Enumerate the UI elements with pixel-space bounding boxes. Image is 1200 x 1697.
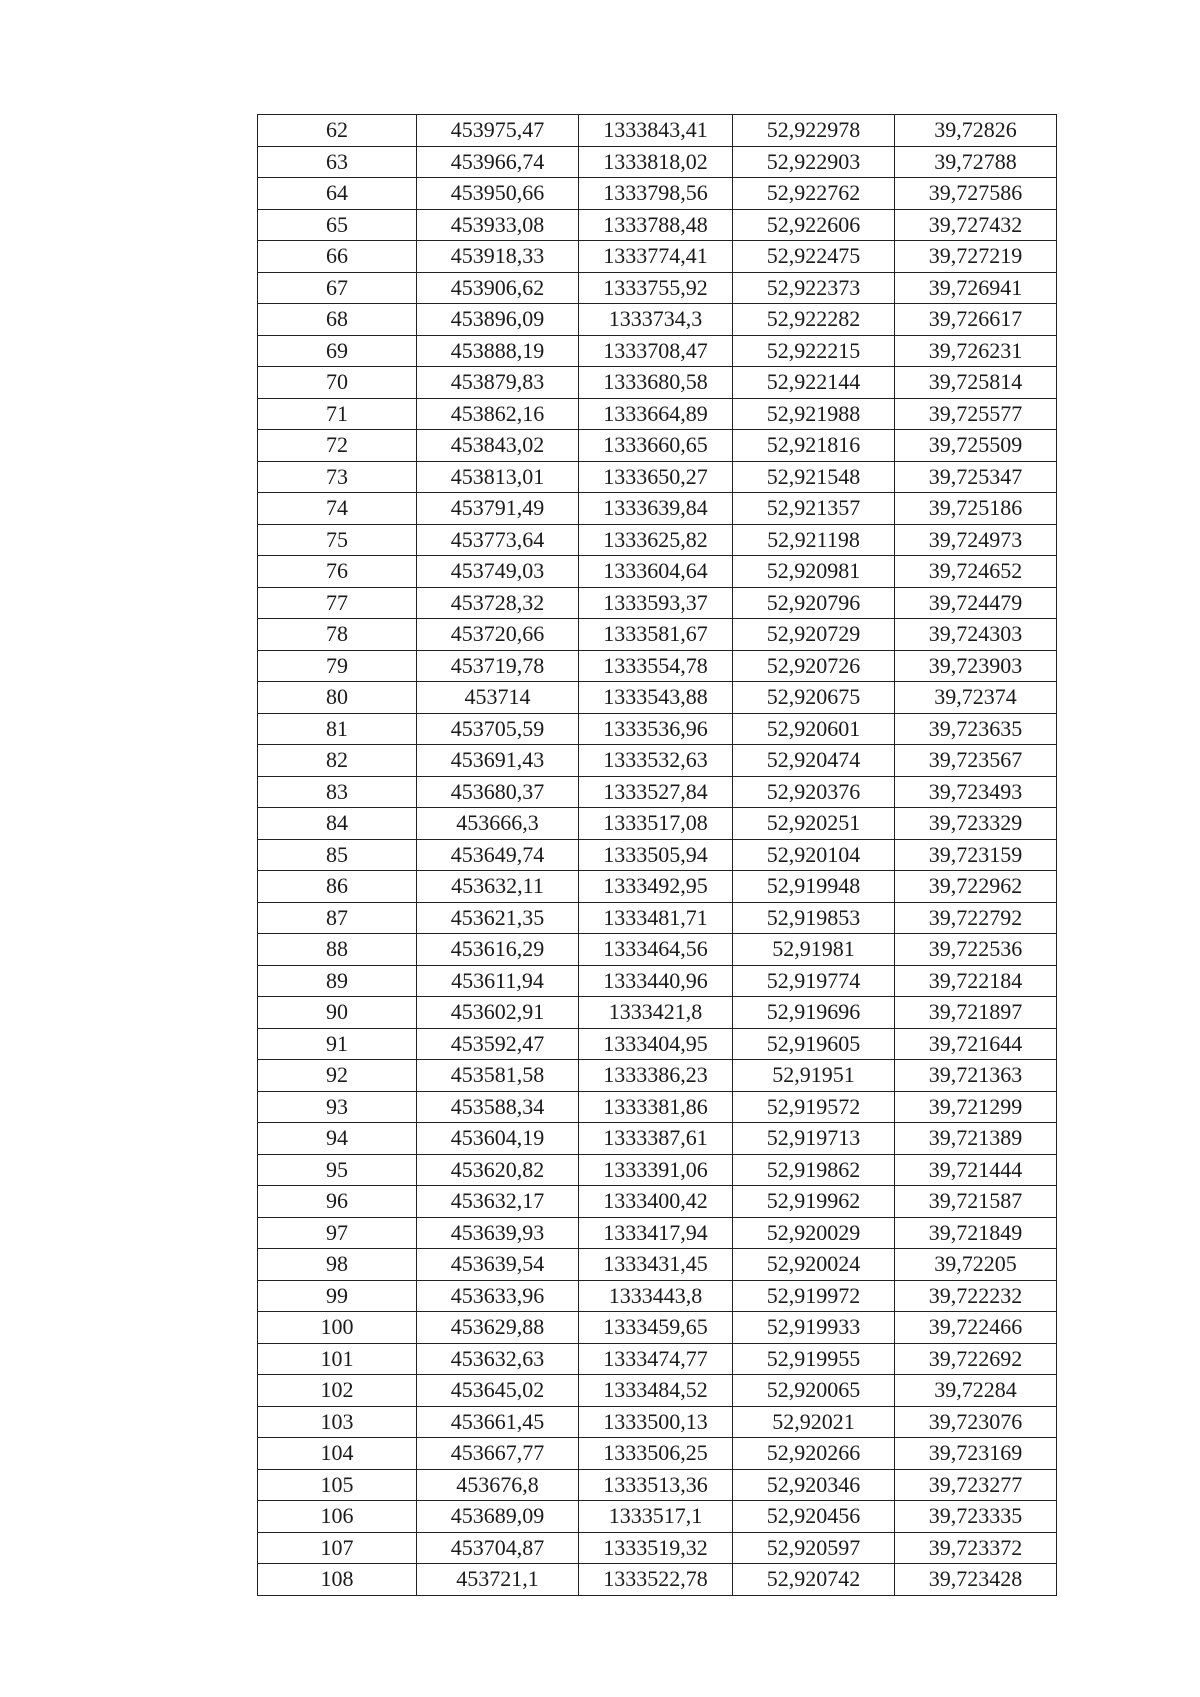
- table-row: [258, 1343, 1057, 1375]
- table-row: [258, 1280, 1057, 1312]
- longitude-cell: 39,723567: [895, 745, 1057, 777]
- y-coordinate-cell: 1333513,36: [579, 1469, 733, 1501]
- y-coordinate-cell: 1333474,77: [579, 1343, 733, 1375]
- longitude-cell: 39,723076: [895, 1406, 1057, 1438]
- table-row: [258, 209, 1057, 241]
- x-coordinate-cell: 453966,74: [417, 146, 579, 178]
- longitude-cell: 39,72826: [895, 115, 1057, 147]
- latitude-cell: 52,921988: [733, 398, 895, 430]
- table-row: [258, 1312, 1057, 1344]
- table-row: [258, 902, 1057, 934]
- point-number-cell: 103: [258, 1406, 417, 1438]
- y-coordinate-cell: 1333774,41: [579, 241, 733, 273]
- latitude-cell: 52,920376: [733, 776, 895, 808]
- y-coordinate-cell: 1333660,65: [579, 430, 733, 462]
- table-row: [258, 1091, 1057, 1123]
- table-row: [258, 587, 1057, 619]
- table-row: [258, 650, 1057, 682]
- table-row: [258, 1564, 1057, 1596]
- table-row: [258, 461, 1057, 493]
- latitude-cell: 52,919605: [733, 1028, 895, 1060]
- point-number-cell: 87: [258, 902, 417, 934]
- x-coordinate-cell: 453719,78: [417, 650, 579, 682]
- table-row: [258, 1438, 1057, 1470]
- latitude-cell: 52,922373: [733, 272, 895, 304]
- longitude-cell: 39,722184: [895, 965, 1057, 997]
- latitude-cell: 52,920024: [733, 1249, 895, 1281]
- y-coordinate-cell: 1333517,08: [579, 808, 733, 840]
- y-coordinate-cell: 1333517,1: [579, 1501, 733, 1533]
- x-coordinate-cell: 453813,01: [417, 461, 579, 493]
- point-number-cell: 79: [258, 650, 417, 682]
- latitude-cell: 52,920675: [733, 682, 895, 714]
- longitude-cell: 39,726941: [895, 272, 1057, 304]
- longitude-cell: 39,72284: [895, 1375, 1057, 1407]
- point-number-cell: 108: [258, 1564, 417, 1596]
- table-row: [258, 1217, 1057, 1249]
- point-number-cell: 64: [258, 178, 417, 210]
- longitude-cell: 39,721587: [895, 1186, 1057, 1218]
- table-row: [258, 1375, 1057, 1407]
- longitude-cell: 39,723329: [895, 808, 1057, 840]
- y-coordinate-cell: 1333500,13: [579, 1406, 733, 1438]
- latitude-cell: 52,919948: [733, 871, 895, 903]
- latitude-cell: 52,922762: [733, 178, 895, 210]
- table-row: [258, 398, 1057, 430]
- latitude-cell: 52,920726: [733, 650, 895, 682]
- x-coordinate-cell: 453633,96: [417, 1280, 579, 1312]
- point-number-cell: 105: [258, 1469, 417, 1501]
- point-number-cell: 97: [258, 1217, 417, 1249]
- latitude-cell: 52,919696: [733, 997, 895, 1029]
- longitude-cell: 39,723169: [895, 1438, 1057, 1470]
- point-number-cell: 67: [258, 272, 417, 304]
- longitude-cell: 39,727432: [895, 209, 1057, 241]
- longitude-cell: 39,722692: [895, 1343, 1057, 1375]
- latitude-cell: 52,91981: [733, 934, 895, 966]
- longitude-cell: 39,724652: [895, 556, 1057, 588]
- x-coordinate-cell: 453661,45: [417, 1406, 579, 1438]
- y-coordinate-cell: 1333543,88: [579, 682, 733, 714]
- point-number-cell: 74: [258, 493, 417, 525]
- table-row: [258, 1123, 1057, 1155]
- table-row: [258, 1028, 1057, 1060]
- x-coordinate-cell: 453714: [417, 682, 579, 714]
- x-coordinate-cell: 453620,82: [417, 1154, 579, 1186]
- x-coordinate-cell: 453621,35: [417, 902, 579, 934]
- y-coordinate-cell: 1333798,56: [579, 178, 733, 210]
- latitude-cell: 52,920474: [733, 745, 895, 777]
- coordinates-table: [257, 114, 1057, 1596]
- latitude-cell: 52,920742: [733, 1564, 895, 1596]
- latitude-cell: 52,921548: [733, 461, 895, 493]
- longitude-cell: 39,723277: [895, 1469, 1057, 1501]
- longitude-cell: 39,72205: [895, 1249, 1057, 1281]
- table-row: [258, 1060, 1057, 1092]
- latitude-cell: 52,920104: [733, 839, 895, 871]
- latitude-cell: 52,920796: [733, 587, 895, 619]
- longitude-cell: 39,726617: [895, 304, 1057, 336]
- y-coordinate-cell: 1333505,94: [579, 839, 733, 871]
- longitude-cell: 39,725186: [895, 493, 1057, 525]
- latitude-cell: 52,919713: [733, 1123, 895, 1155]
- point-number-cell: 65: [258, 209, 417, 241]
- latitude-cell: 52,920029: [733, 1217, 895, 1249]
- longitude-cell: 39,723335: [895, 1501, 1057, 1533]
- table-row: [258, 115, 1057, 147]
- table-row: [258, 430, 1057, 462]
- x-coordinate-cell: 453649,74: [417, 839, 579, 871]
- y-coordinate-cell: 1333481,71: [579, 902, 733, 934]
- longitude-cell: 39,721849: [895, 1217, 1057, 1249]
- table-row: [258, 682, 1057, 714]
- latitude-cell: 52,922475: [733, 241, 895, 273]
- y-coordinate-cell: 1333755,92: [579, 272, 733, 304]
- point-number-cell: 102: [258, 1375, 417, 1407]
- x-coordinate-cell: 453728,32: [417, 587, 579, 619]
- latitude-cell: 52,919572: [733, 1091, 895, 1123]
- table-row: [258, 839, 1057, 871]
- table-row: [258, 272, 1057, 304]
- point-number-cell: 94: [258, 1123, 417, 1155]
- latitude-cell: 52,919933: [733, 1312, 895, 1344]
- x-coordinate-cell: 453581,58: [417, 1060, 579, 1092]
- point-number-cell: 82: [258, 745, 417, 777]
- latitude-cell: 52,922144: [733, 367, 895, 399]
- point-number-cell: 100: [258, 1312, 417, 1344]
- x-coordinate-cell: 453689,09: [417, 1501, 579, 1533]
- point-number-cell: 98: [258, 1249, 417, 1281]
- point-number-cell: 88: [258, 934, 417, 966]
- y-coordinate-cell: 1333400,42: [579, 1186, 733, 1218]
- point-number-cell: 99: [258, 1280, 417, 1312]
- y-coordinate-cell: 1333604,64: [579, 556, 733, 588]
- table-row: [258, 745, 1057, 777]
- longitude-cell: 39,723428: [895, 1564, 1057, 1596]
- y-coordinate-cell: 1333440,96: [579, 965, 733, 997]
- x-coordinate-cell: 453616,29: [417, 934, 579, 966]
- table-row: [258, 808, 1057, 840]
- point-number-cell: 86: [258, 871, 417, 903]
- latitude-cell: 52,922215: [733, 335, 895, 367]
- x-coordinate-cell: 453704,87: [417, 1532, 579, 1564]
- y-coordinate-cell: 1333734,3: [579, 304, 733, 336]
- point-number-cell: 70: [258, 367, 417, 399]
- latitude-cell: 52,920456: [733, 1501, 895, 1533]
- point-number-cell: 75: [258, 524, 417, 556]
- y-coordinate-cell: 1333417,94: [579, 1217, 733, 1249]
- x-coordinate-cell: 453918,33: [417, 241, 579, 273]
- point-number-cell: 92: [258, 1060, 417, 1092]
- point-number-cell: 73: [258, 461, 417, 493]
- table-row: [258, 713, 1057, 745]
- longitude-cell: 39,723372: [895, 1532, 1057, 1564]
- x-coordinate-cell: 453721,1: [417, 1564, 579, 1596]
- longitude-cell: 39,721897: [895, 997, 1057, 1029]
- point-number-cell: 80: [258, 682, 417, 714]
- longitude-cell: 39,725577: [895, 398, 1057, 430]
- y-coordinate-cell: 1333680,58: [579, 367, 733, 399]
- latitude-cell: 52,920597: [733, 1532, 895, 1564]
- latitude-cell: 52,922606: [733, 209, 895, 241]
- x-coordinate-cell: 453592,47: [417, 1028, 579, 1060]
- y-coordinate-cell: 1333484,52: [579, 1375, 733, 1407]
- x-coordinate-cell: 453975,47: [417, 115, 579, 147]
- latitude-cell: 52,92021: [733, 1406, 895, 1438]
- longitude-cell: 39,723903: [895, 650, 1057, 682]
- coordinates-table-body: [258, 115, 1057, 1596]
- x-coordinate-cell: 453896,09: [417, 304, 579, 336]
- table-row: [258, 241, 1057, 273]
- point-number-cell: 107: [258, 1532, 417, 1564]
- x-coordinate-cell: 453680,37: [417, 776, 579, 808]
- x-coordinate-cell: 453950,66: [417, 178, 579, 210]
- point-number-cell: 96: [258, 1186, 417, 1218]
- point-number-cell: 63: [258, 146, 417, 178]
- point-number-cell: 66: [258, 241, 417, 273]
- longitude-cell: 39,725509: [895, 430, 1057, 462]
- table-row: [258, 1186, 1057, 1218]
- y-coordinate-cell: 1333581,67: [579, 619, 733, 651]
- y-coordinate-cell: 1333639,84: [579, 493, 733, 525]
- latitude-cell: 52,922903: [733, 146, 895, 178]
- latitude-cell: 52,920729: [733, 619, 895, 651]
- x-coordinate-cell: 453676,8: [417, 1469, 579, 1501]
- y-coordinate-cell: 1333431,45: [579, 1249, 733, 1281]
- y-coordinate-cell: 1333459,65: [579, 1312, 733, 1344]
- point-number-cell: 95: [258, 1154, 417, 1186]
- longitude-cell: 39,722466: [895, 1312, 1057, 1344]
- y-coordinate-cell: 1333625,82: [579, 524, 733, 556]
- table-row: [258, 1406, 1057, 1438]
- longitude-cell: 39,724479: [895, 587, 1057, 619]
- latitude-cell: 52,921198: [733, 524, 895, 556]
- x-coordinate-cell: 453667,77: [417, 1438, 579, 1470]
- table-row: [258, 178, 1057, 210]
- table-row: [258, 1249, 1057, 1281]
- y-coordinate-cell: 1333532,63: [579, 745, 733, 777]
- latitude-cell: 52,919972: [733, 1280, 895, 1312]
- y-coordinate-cell: 1333843,41: [579, 115, 733, 147]
- x-coordinate-cell: 453611,94: [417, 965, 579, 997]
- x-coordinate-cell: 453879,83: [417, 367, 579, 399]
- x-coordinate-cell: 453645,02: [417, 1375, 579, 1407]
- x-coordinate-cell: 453843,02: [417, 430, 579, 462]
- y-coordinate-cell: 1333421,8: [579, 997, 733, 1029]
- table-row: [258, 1469, 1057, 1501]
- longitude-cell: 39,722232: [895, 1280, 1057, 1312]
- x-coordinate-cell: 453720,66: [417, 619, 579, 651]
- longitude-cell: 39,725347: [895, 461, 1057, 493]
- point-number-cell: 68: [258, 304, 417, 336]
- longitude-cell: 39,725814: [895, 367, 1057, 399]
- x-coordinate-cell: 453632,17: [417, 1186, 579, 1218]
- y-coordinate-cell: 1333536,96: [579, 713, 733, 745]
- longitude-cell: 39,721444: [895, 1154, 1057, 1186]
- x-coordinate-cell: 453933,08: [417, 209, 579, 241]
- table-row: [258, 146, 1057, 178]
- point-number-cell: 84: [258, 808, 417, 840]
- latitude-cell: 52,922978: [733, 115, 895, 147]
- x-coordinate-cell: 453862,16: [417, 398, 579, 430]
- latitude-cell: 52,919955: [733, 1343, 895, 1375]
- longitude-cell: 39,723635: [895, 713, 1057, 745]
- latitude-cell: 52,920346: [733, 1469, 895, 1501]
- y-coordinate-cell: 1333387,61: [579, 1123, 733, 1155]
- y-coordinate-cell: 1333818,02: [579, 146, 733, 178]
- latitude-cell: 52,920251: [733, 808, 895, 840]
- point-number-cell: 76: [258, 556, 417, 588]
- point-number-cell: 81: [258, 713, 417, 745]
- table-row: [258, 997, 1057, 1029]
- x-coordinate-cell: 453749,03: [417, 556, 579, 588]
- y-coordinate-cell: 1333650,27: [579, 461, 733, 493]
- x-coordinate-cell: 453666,3: [417, 808, 579, 840]
- x-coordinate-cell: 453639,93: [417, 1217, 579, 1249]
- longitude-cell: 39,726231: [895, 335, 1057, 367]
- x-coordinate-cell: 453691,43: [417, 745, 579, 777]
- x-coordinate-cell: 453632,63: [417, 1343, 579, 1375]
- point-number-cell: 93: [258, 1091, 417, 1123]
- y-coordinate-cell: 1333664,89: [579, 398, 733, 430]
- point-number-cell: 104: [258, 1438, 417, 1470]
- x-coordinate-cell: 453639,54: [417, 1249, 579, 1281]
- table-row: [258, 1501, 1057, 1533]
- latitude-cell: 52,920981: [733, 556, 895, 588]
- point-number-cell: 78: [258, 619, 417, 651]
- y-coordinate-cell: 1333593,37: [579, 587, 733, 619]
- x-coordinate-cell: 453791,49: [417, 493, 579, 525]
- latitude-cell: 52,920601: [733, 713, 895, 745]
- y-coordinate-cell: 1333464,56: [579, 934, 733, 966]
- table-row: [258, 619, 1057, 651]
- longitude-cell: 39,721389: [895, 1123, 1057, 1155]
- longitude-cell: 39,727586: [895, 178, 1057, 210]
- point-number-cell: 101: [258, 1343, 417, 1375]
- table-row: [258, 335, 1057, 367]
- table-row: [258, 965, 1057, 997]
- table-row: [258, 304, 1057, 336]
- table-row: [258, 776, 1057, 808]
- latitude-cell: 52,922282: [733, 304, 895, 336]
- longitude-cell: 39,721299: [895, 1091, 1057, 1123]
- point-number-cell: 90: [258, 997, 417, 1029]
- x-coordinate-cell: 453604,19: [417, 1123, 579, 1155]
- y-coordinate-cell: 1333404,95: [579, 1028, 733, 1060]
- latitude-cell: 52,920266: [733, 1438, 895, 1470]
- y-coordinate-cell: 1333506,25: [579, 1438, 733, 1470]
- y-coordinate-cell: 1333788,48: [579, 209, 733, 241]
- x-coordinate-cell: 453773,64: [417, 524, 579, 556]
- y-coordinate-cell: 1333708,47: [579, 335, 733, 367]
- latitude-cell: 52,91951: [733, 1060, 895, 1092]
- table-row: [258, 493, 1057, 525]
- point-number-cell: 62: [258, 115, 417, 147]
- latitude-cell: 52,919862: [733, 1154, 895, 1186]
- longitude-cell: 39,723493: [895, 776, 1057, 808]
- table-row: [258, 524, 1057, 556]
- x-coordinate-cell: 453602,91: [417, 997, 579, 1029]
- point-number-cell: 89: [258, 965, 417, 997]
- latitude-cell: 52,920065: [733, 1375, 895, 1407]
- longitude-cell: 39,724973: [895, 524, 1057, 556]
- point-number-cell: 72: [258, 430, 417, 462]
- longitude-cell: 39,721363: [895, 1060, 1057, 1092]
- table-row: [258, 367, 1057, 399]
- point-number-cell: 106: [258, 1501, 417, 1533]
- y-coordinate-cell: 1333492,95: [579, 871, 733, 903]
- latitude-cell: 52,919853: [733, 902, 895, 934]
- longitude-cell: 39,721644: [895, 1028, 1057, 1060]
- x-coordinate-cell: 453629,88: [417, 1312, 579, 1344]
- x-coordinate-cell: 453906,62: [417, 272, 579, 304]
- longitude-cell: 39,723159: [895, 839, 1057, 871]
- y-coordinate-cell: 1333554,78: [579, 650, 733, 682]
- point-number-cell: 71: [258, 398, 417, 430]
- longitude-cell: 39,727219: [895, 241, 1057, 273]
- latitude-cell: 52,919962: [733, 1186, 895, 1218]
- longitude-cell: 39,724303: [895, 619, 1057, 651]
- table-row: [258, 934, 1057, 966]
- point-number-cell: 85: [258, 839, 417, 871]
- y-coordinate-cell: 1333522,78: [579, 1564, 733, 1596]
- y-coordinate-cell: 1333527,84: [579, 776, 733, 808]
- x-coordinate-cell: 453888,19: [417, 335, 579, 367]
- y-coordinate-cell: 1333519,32: [579, 1532, 733, 1564]
- longitude-cell: 39,72374: [895, 682, 1057, 714]
- longitude-cell: 39,72788: [895, 146, 1057, 178]
- latitude-cell: 52,921357: [733, 493, 895, 525]
- table-row: [258, 1154, 1057, 1186]
- x-coordinate-cell: 453588,34: [417, 1091, 579, 1123]
- latitude-cell: 52,921816: [733, 430, 895, 462]
- y-coordinate-cell: 1333386,23: [579, 1060, 733, 1092]
- longitude-cell: 39,722962: [895, 871, 1057, 903]
- longitude-cell: 39,722536: [895, 934, 1057, 966]
- y-coordinate-cell: 1333381,86: [579, 1091, 733, 1123]
- point-number-cell: 77: [258, 587, 417, 619]
- longitude-cell: 39,722792: [895, 902, 1057, 934]
- latitude-cell: 52,919774: [733, 965, 895, 997]
- point-number-cell: 69: [258, 335, 417, 367]
- x-coordinate-cell: 453705,59: [417, 713, 579, 745]
- table-row: [258, 1532, 1057, 1564]
- y-coordinate-cell: 1333391,06: [579, 1154, 733, 1186]
- point-number-cell: 83: [258, 776, 417, 808]
- point-number-cell: 91: [258, 1028, 417, 1060]
- table-row: [258, 871, 1057, 903]
- table-row: [258, 556, 1057, 588]
- x-coordinate-cell: 453632,11: [417, 871, 579, 903]
- y-coordinate-cell: 1333443,8: [579, 1280, 733, 1312]
